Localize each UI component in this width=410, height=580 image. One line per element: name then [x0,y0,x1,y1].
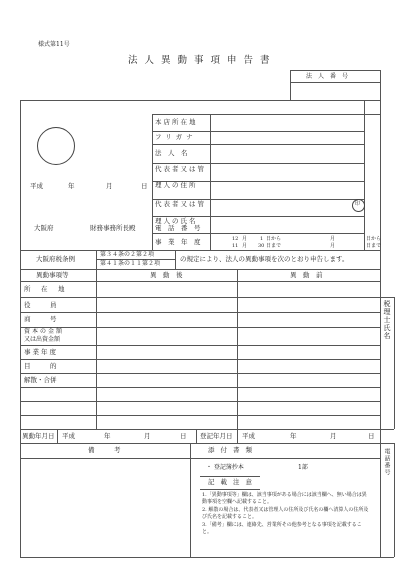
col-header-before: 異 動 前 [290,271,323,279]
reg-date-era: 平成 [242,432,255,440]
fy-blank-month-1: 月 [330,236,336,242]
row-label-fiscal-year: 事業年度 [24,348,58,356]
change-date-year: 年 [104,432,111,440]
fy-day-unit-1: 日から [266,236,282,242]
fy-month-1: 12 [232,236,239,242]
corp-number-field[interactable] [291,83,380,100]
attachments-label: 添付書類 [208,446,258,454]
attachment-item: ・ 登記簿抄本 [206,464,244,471]
submit-date-month: 月 [106,182,113,190]
fy-blank-month-2: 月 [330,243,336,249]
fy-month-unit-2: 月 [242,243,248,249]
after-change-area[interactable] [97,282,236,428]
change-date-month: 月 [144,432,151,440]
seal-text: 印 [355,201,361,207]
fy-blank-to: 日まで [366,243,382,249]
reg-date-label: 登記年月日 [200,432,233,440]
form-number: 様式第11号 [38,41,70,48]
submit-date-year: 年 [68,182,75,190]
note-1: 1.「異動事項等」欄は、該当事項がある場合には該当欄へ、無い場合は異動事項を空欄へ記載すること。 [202,492,367,505]
fy-day-unit-2: 日まで [266,243,282,249]
side-phone-label: 電話番号 [383,448,390,476]
row-label-dissolution: 解散・合併 [24,376,57,384]
col-header-after: 異 動 後 [150,271,183,279]
change-date-day: 日 [180,432,187,440]
phone-label: 電 話 番 号 [155,224,201,232]
ordinance-label: 大阪府税条例 [36,255,75,263]
row-label-trade-name: 商 号 [24,315,57,323]
rep-name-label-2: 理人の氏名 [155,217,198,225]
attachment-qty: 1部 [298,464,308,471]
head-office-field[interactable] [211,115,363,131]
form-title: 法人異動事項申告書 [128,55,277,66]
notes-label: 記載注意 [208,478,258,486]
fy-month-2: 11 [232,243,239,249]
side-tax-accountant-label: 税理士氏名 [383,300,391,340]
fy-blank-from: 日から [366,236,382,242]
corp-number-label: 法 人 番 号 [306,73,349,80]
fy-month-unit-1: 月 [242,236,248,242]
article-option-1[interactable]: 第３４条の２第２項 [100,251,155,258]
submit-date-era: 平成 [30,182,43,190]
article-option-2[interactable]: 第４１条の１１第２項 [100,260,161,267]
addressee: 財務事務所長殿 [90,224,136,232]
declaration-text: の規定により、法人の異動事項を次のとおり申告します。 [180,255,349,263]
fy-day-1: 1 [260,236,264,242]
rep-name-label-1: 代表者又は管 [155,200,206,208]
before-change-area[interactable] [238,282,379,428]
remarks-field[interactable] [21,459,189,556]
rep-address-field[interactable] [211,164,363,198]
corp-name-field[interactable] [211,145,363,163]
remarks-label: 備 考 [88,446,121,454]
row-label-capital-1: 資本の金額 [24,328,65,335]
col-header-item: 異動事項等 [36,271,69,279]
furigana-label: フリガナ [155,133,197,141]
fiscal-year-label: 事 業 年 度 [155,238,201,246]
rep-address-label-1: 代表者又は管 [155,165,206,173]
note-2: 2. 解散の場合は、代表者又は管理人の住所及び氏名の欄へ清算人の住所及び氏名を記載すること。 [202,507,369,520]
head-office-label: 本店所在地 [155,118,198,126]
furigana-field[interactable] [211,132,363,144]
corp-name-label: 法 人 名 [155,149,188,157]
reg-date-year: 年 [290,432,297,440]
note-3: 3.「備考」欄には、連絡先、営業所その他参考となる事項を記載すること。 [202,522,362,535]
reg-date-month: 月 [330,432,337,440]
change-date-label: 異動年月日 [22,432,55,440]
submit-date-day: 日 [141,182,148,190]
row-label-officers: 役 員 [24,301,57,309]
row-label-location: 所 在 地 [24,285,67,293]
fy-day-2: 30 [258,243,265,249]
reg-date-day: 日 [368,432,375,440]
rep-address-label-2: 理人の住所 [155,181,198,189]
change-date-era: 平成 [62,432,75,440]
phone-field[interactable] [211,217,363,233]
row-label-capital-2: 又は出資金額 [24,336,61,343]
receipt-stamp-circle [37,127,75,165]
prefecture: 大阪府 [34,224,54,232]
row-label-purpose: 目 的 [24,362,57,370]
